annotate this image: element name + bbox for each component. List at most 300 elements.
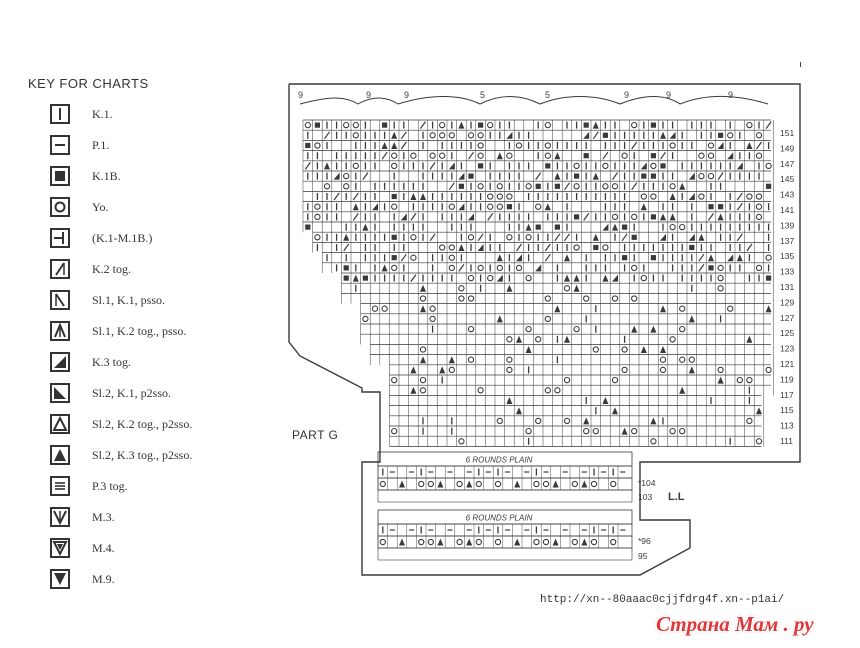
row-number: 115	[780, 405, 794, 416]
chart-stitch	[718, 367, 723, 372]
chart-stitch	[565, 183, 570, 190]
chart-stitch	[459, 184, 464, 189]
chart-stitch	[428, 539, 433, 544]
chart-stitch	[651, 123, 656, 128]
chart-stitch	[651, 255, 656, 260]
chart-stitch	[526, 327, 531, 332]
chart-stitch	[651, 214, 656, 219]
row-number: 137	[780, 235, 795, 246]
chart-stitch	[747, 378, 752, 383]
key-item-label: Sl.1, K.1, psso.	[92, 292, 166, 307]
chart-stitch	[392, 163, 397, 168]
chart-stitch	[572, 481, 577, 486]
chart-stitch	[660, 213, 666, 220]
chart-stitch	[516, 407, 522, 414]
row-number: 123	[780, 343, 795, 354]
chart-stitch	[593, 245, 598, 250]
chart-stitch	[507, 153, 512, 158]
chart-stitch	[766, 305, 772, 312]
chart-stitch	[593, 234, 599, 241]
row-number: 111	[780, 436, 793, 446]
chart-stitch	[449, 162, 455, 169]
chart-stitch	[440, 123, 445, 128]
chart-stitch	[737, 162, 743, 169]
chart-stitch	[612, 275, 618, 282]
chart-stitch	[689, 315, 695, 322]
chart-stitch	[670, 429, 675, 434]
chart-stitch	[553, 481, 559, 488]
chart-stitch	[468, 133, 473, 138]
chart-stitch	[458, 122, 464, 129]
chart-stitch	[478, 153, 483, 158]
chart-stitch	[660, 305, 666, 312]
chart-stitch	[353, 275, 359, 282]
chart-stitch	[766, 122, 771, 129]
chart-stitch	[535, 264, 541, 271]
chart-stitch	[343, 234, 349, 241]
chart-stitch	[756, 214, 761, 219]
brand-watermark: Страна Мам . ру	[656, 612, 814, 636]
chart-stitch	[565, 234, 570, 241]
chart-stitch	[766, 163, 771, 168]
chart-stitch	[543, 539, 548, 544]
key-item-label: K.1.	[92, 106, 113, 121]
plain-rounds-note: 6 ROUNDS PLAIN	[465, 513, 533, 523]
chart-stitch	[392, 235, 397, 240]
chart-stitch	[574, 214, 579, 219]
chart-stitch	[488, 204, 493, 209]
chart-stitch	[392, 265, 397, 270]
chart-stitch	[466, 481, 472, 488]
chart-stitch	[420, 378, 425, 383]
chart-stitch	[315, 204, 320, 209]
chart-stitch	[401, 142, 406, 149]
chart-stitch	[411, 213, 416, 220]
chart-stitch	[430, 133, 435, 138]
chart-stitch	[584, 429, 589, 434]
row-number: 113	[780, 420, 794, 431]
key-item-label: Sl.2, K.3 tog., p2sso.	[92, 447, 193, 462]
repeat-number: 9	[404, 90, 410, 100]
chart-stitch	[641, 174, 646, 179]
chart-stitch	[591, 539, 596, 544]
repeat-number: 9	[666, 90, 672, 100]
chart-stitch	[718, 173, 723, 180]
chart-stitch	[660, 357, 665, 362]
chart-stitch	[564, 254, 570, 261]
chart-stitch	[660, 234, 666, 241]
pattern-row	[378, 478, 632, 490]
chart-stitch	[554, 305, 560, 312]
chart-stitch	[602, 224, 608, 231]
key-item-label: K.2 tog.	[92, 261, 131, 276]
chart-stitch	[392, 255, 397, 260]
key-item-label: Sl.2, K.1, p2sso.	[92, 385, 172, 400]
chart-stitch	[410, 387, 416, 394]
chart-stitch	[545, 254, 550, 261]
chart-stitch	[410, 193, 416, 200]
chart-stitch	[401, 132, 406, 139]
chart-stitch	[488, 213, 493, 220]
chart-stitch	[516, 336, 522, 343]
chart-stitch	[612, 214, 617, 219]
chart-stitch	[514, 481, 520, 488]
chart-stitch	[641, 162, 647, 169]
chart-stitch	[574, 285, 580, 292]
chart-stitch	[553, 539, 559, 546]
chart-symbols	[305, 122, 771, 546]
chart-stitch	[574, 184, 579, 189]
chart-stitch	[554, 173, 560, 180]
chart-stitch	[545, 388, 550, 393]
chart-stitch	[680, 357, 685, 362]
chart-stitch	[747, 244, 752, 251]
chart-stitch	[612, 407, 618, 414]
chart-stitch	[362, 224, 368, 231]
chart-stitch	[584, 123, 589, 128]
chart-stitch	[420, 193, 426, 200]
chart-stitch	[581, 539, 587, 546]
key-item-label: (K.1-M.1B.)	[92, 230, 153, 245]
chart-stitch	[488, 194, 493, 199]
chart-stitch	[488, 123, 493, 128]
chart-stitch	[497, 265, 502, 270]
chart-stitch	[689, 245, 694, 250]
row-number: 127	[780, 312, 795, 323]
chart-stitch	[344, 174, 349, 179]
chart-stitch	[478, 234, 483, 241]
chart-stitch	[497, 418, 502, 423]
chart-stitch	[382, 123, 387, 128]
key-item-label: M.9.	[92, 571, 115, 586]
chart-stitch	[324, 162, 330, 169]
chart-stitch	[545, 143, 550, 148]
chart-stitch	[476, 539, 481, 544]
chart-stitch	[401, 254, 406, 261]
chart-stitch	[411, 235, 416, 240]
chart-stitch	[421, 122, 426, 129]
chart-stitch	[756, 194, 761, 199]
chart-stitch	[382, 142, 388, 149]
chart-stitch	[574, 275, 580, 282]
chart-stitch	[708, 254, 714, 261]
row-number: 147	[780, 158, 795, 169]
chart-stitch	[641, 276, 646, 281]
chart-stitch	[766, 255, 771, 260]
chart-stitch	[680, 306, 685, 311]
chart-stitch	[699, 264, 704, 271]
chart-stitch	[449, 356, 455, 363]
row-number: 121	[780, 359, 795, 369]
chart-stitch	[495, 481, 500, 486]
chart-stitch	[478, 163, 483, 168]
chart-stitch	[392, 204, 397, 209]
chart-stitch	[603, 133, 608, 138]
chart-stitch	[708, 204, 713, 209]
chart-stitch	[449, 183, 454, 190]
chart-stitch	[756, 204, 761, 209]
chart-stitch	[574, 327, 579, 332]
chart-stitch	[305, 143, 310, 148]
chart-stitch	[545, 244, 550, 251]
chart-stitch	[747, 123, 752, 128]
chart-stitch	[382, 152, 387, 159]
chart-stitch	[430, 162, 435, 169]
chart-stitch	[593, 429, 598, 434]
key-item-label: M.3.	[92, 509, 115, 524]
chart-stitch	[574, 245, 579, 250]
chart-stitch	[545, 153, 550, 158]
chart-stitch	[708, 153, 713, 158]
chart-stitch	[756, 153, 761, 158]
chart-stitch	[411, 153, 416, 158]
chart-stitch	[517, 244, 522, 251]
chart-stitch	[718, 286, 723, 291]
repeat-number: 9	[366, 90, 372, 100]
key-item-label: K.3 tog.	[92, 354, 131, 369]
chart-stitch	[593, 173, 599, 180]
chart-stitch	[670, 337, 675, 342]
row-number: 149	[780, 143, 795, 154]
chart-stitch	[353, 123, 358, 128]
chart-stitch	[583, 417, 589, 424]
chart-stitch	[564, 275, 570, 282]
chart-stitch	[756, 265, 761, 270]
chart-stitch	[660, 346, 666, 353]
key-item-label: P.3 tog.	[92, 478, 128, 493]
chart-stitch	[746, 336, 752, 343]
chart-stitch	[437, 539, 443, 546]
chart-stitch	[708, 174, 713, 179]
chart-stitch	[382, 264, 388, 271]
chart-stitch	[458, 244, 464, 251]
chart-stitch	[583, 132, 589, 139]
chart-stitch	[574, 174, 579, 179]
chart-stitch	[631, 326, 637, 333]
chart-stitch	[315, 235, 320, 240]
row-number: 133	[780, 266, 795, 277]
chart-stitch	[746, 142, 752, 149]
chart-stitch	[632, 123, 637, 128]
chart-stitch	[507, 357, 512, 362]
chart-stitch	[632, 429, 637, 434]
chart-stitch	[670, 213, 676, 220]
chart-stitch	[564, 336, 570, 343]
chart-stitch	[680, 429, 685, 434]
chart-stitch	[392, 378, 397, 383]
chart-stitch	[478, 123, 483, 128]
chart-stitch	[344, 276, 349, 281]
chart-stitch	[612, 224, 618, 231]
chart-stitch	[353, 163, 358, 168]
chart-stitch	[651, 439, 656, 444]
chart-stitch	[622, 153, 627, 158]
chart-stitch	[632, 296, 637, 301]
chart-stitch	[737, 234, 742, 241]
chart-stitch	[603, 152, 608, 159]
chart-stitch	[449, 255, 454, 260]
chart-stitch	[478, 244, 484, 251]
chart-stitch	[593, 132, 598, 139]
chart-stitch	[440, 245, 445, 250]
chart-stitch	[536, 184, 541, 189]
chart-stitch	[305, 123, 310, 128]
chart-stitch	[536, 337, 541, 342]
chart-stitch	[756, 133, 761, 138]
key-item-label: K.1B.	[92, 168, 121, 183]
chart-stitch	[507, 337, 512, 342]
chart-stitch	[497, 184, 502, 189]
chart-stitch	[651, 153, 656, 158]
chart-stitch	[718, 265, 723, 270]
chart-stitch	[670, 184, 675, 189]
chart-stitch	[612, 184, 617, 189]
chart-stitch	[410, 366, 416, 373]
chart-stitch	[458, 203, 464, 210]
chart-stitch	[526, 235, 531, 240]
chart-stitch	[718, 276, 723, 281]
chart-stitch	[420, 305, 426, 312]
chart-stitch	[766, 276, 771, 281]
chart-stitch	[622, 225, 627, 230]
chart-stitch	[756, 407, 762, 414]
chart-stitch	[564, 378, 569, 383]
row-number: *104	[638, 478, 656, 488]
chart-stitch	[363, 316, 368, 321]
chart-stitch	[545, 296, 550, 301]
chart-stitch	[545, 163, 550, 168]
chart-stitch	[497, 194, 502, 199]
chart-stitch	[430, 306, 435, 311]
pattern-row	[378, 548, 632, 560]
chart-stitch	[469, 152, 474, 159]
row-number: 141	[780, 205, 795, 215]
chart-stitch	[651, 194, 656, 199]
chart-stitch	[766, 367, 771, 372]
chart-stitch	[507, 194, 512, 199]
chart-stitch	[603, 245, 608, 250]
chart-stitch	[430, 316, 435, 321]
chart-stitch	[466, 539, 472, 546]
chart-stitch	[449, 133, 454, 138]
chart-stitch	[632, 142, 637, 149]
chart-stitch	[420, 388, 425, 393]
key-item-label: M.4.	[92, 540, 115, 555]
chart-stitch	[440, 133, 445, 138]
chart-stitch	[506, 132, 512, 139]
chart-stitch	[353, 213, 358, 220]
chart-stitch	[613, 173, 618, 180]
chart-stitch	[718, 213, 724, 220]
chart-stitch	[391, 132, 397, 139]
chart-stitch	[611, 539, 616, 544]
chart-stitch	[622, 428, 628, 435]
chart-stitch	[689, 173, 695, 180]
chart-stitch	[661, 152, 666, 159]
chart-stitch	[660, 163, 665, 168]
chart-stitch	[334, 193, 339, 200]
repeat-number: 9	[728, 90, 734, 100]
chart-stitch	[641, 203, 647, 210]
chart-stitch	[612, 378, 617, 383]
chart-stitch	[507, 204, 512, 209]
chart-stitch	[555, 184, 560, 189]
chart-stitch	[651, 163, 656, 168]
chart-stitch	[572, 539, 577, 544]
chart-stitch	[545, 123, 550, 128]
chart-stitch	[651, 174, 656, 179]
chart-stitch	[727, 254, 733, 261]
chart-stitch	[305, 225, 310, 230]
chart-stitch	[603, 163, 608, 168]
chart-stitch	[708, 265, 713, 270]
chart-stitch	[325, 132, 330, 139]
chart-stitch	[478, 133, 483, 138]
chart-stitch	[449, 265, 454, 270]
chart-stitch	[526, 224, 532, 231]
chart-stitch	[344, 244, 349, 251]
chart-stitch	[315, 214, 320, 219]
chart-stitch	[679, 387, 685, 394]
chart-stitch	[670, 132, 676, 139]
chart-stitch	[584, 213, 589, 220]
chart-stitch	[516, 143, 521, 148]
chart-stitch	[363, 276, 368, 281]
chart-stitch	[324, 184, 329, 189]
chart-stitch	[380, 539, 385, 544]
chart-stitch	[507, 235, 512, 240]
chart-stitch	[689, 357, 694, 362]
chart-stitch	[584, 153, 589, 158]
chart-stitch	[497, 254, 503, 261]
chart-stitch	[536, 173, 541, 180]
chart-stitch	[478, 265, 483, 270]
chart-stitch	[468, 327, 473, 332]
chart-stitch	[679, 183, 685, 190]
chart-stitch	[632, 214, 637, 219]
chart-stitch	[334, 173, 340, 180]
chart-stitch	[708, 143, 713, 148]
chart-stitch	[622, 234, 627, 241]
repeat-number: 9	[298, 90, 304, 100]
chart-stitch	[526, 184, 531, 189]
chart-stitch	[699, 174, 704, 179]
chart-stitch	[526, 429, 531, 434]
row-number: 145	[780, 174, 795, 185]
chart-stitch	[506, 397, 512, 404]
chart-stitch	[718, 204, 723, 209]
chart-stitch	[593, 122, 599, 129]
chart-stitch	[545, 203, 551, 210]
chart-stitch	[506, 285, 512, 292]
chart-stitch	[468, 296, 473, 301]
chart-stitch	[391, 142, 397, 149]
row-number: 139	[780, 220, 795, 231]
chart-stitch	[766, 184, 771, 189]
chart-stitch	[468, 235, 473, 240]
chart-stitch	[344, 184, 349, 189]
row-number: 151	[780, 128, 795, 138]
chart-stitch	[660, 132, 666, 139]
chart-stitch	[437, 481, 443, 488]
chart-stitch	[564, 418, 569, 423]
chart-stitch	[315, 123, 320, 128]
chart-stitch	[554, 152, 560, 159]
chart-stitch	[747, 194, 752, 199]
chart-stitch	[399, 481, 405, 488]
chart-stitch	[353, 193, 358, 200]
chart-stitch	[641, 346, 647, 353]
